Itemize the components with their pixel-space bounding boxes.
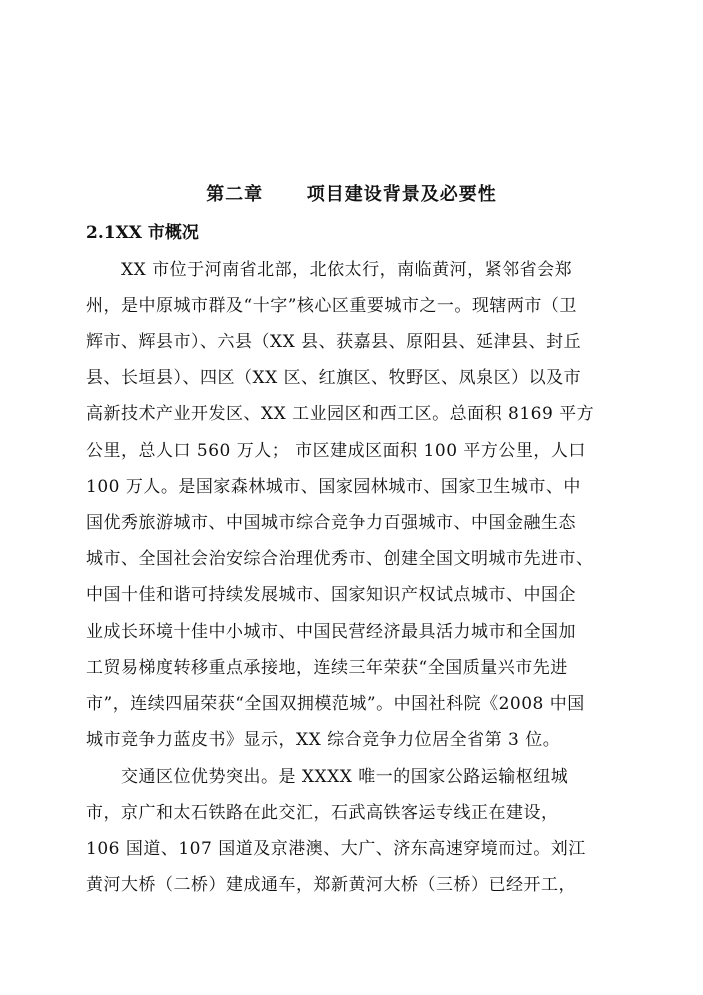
chapter-title: 第二章 项目建设背景及必要性 <box>206 184 497 205</box>
paragraph-line: 中国十佳和谐可持续发展城市、国家知识产权试点城市、中国企 <box>86 585 576 605</box>
paragraph-line: 106 国道、107 国道及京港澳、大广、济东高速穿境而过。刘江 <box>86 839 586 859</box>
paragraph-line: 黄河大桥（二桥）建成通车，郑新黄河大桥（三桥）已经开工， <box>86 875 576 895</box>
paragraph-line: 100 万人。是国家森林城市、国家园林城市、国家卫生城市、中 <box>86 477 581 497</box>
paragraph-line: 公里，总人口 560 万人； 市区建成区面积 100 平方公里，人口 <box>86 441 586 461</box>
paragraph-line: 市，京广和太石铁路在此交汇，石武高铁客运专线正在建设， <box>86 803 559 823</box>
paragraph-line: XX 市位于河南省北部，北依太行，南临黄河，紧邻省会郑 <box>121 260 573 280</box>
paragraph-line: 交通区位优势突出。是 XXXX 唯一的国家公路运输枢纽城 <box>121 767 569 787</box>
paragraph-line: 市”，连续四届荣获“全国双拥模范城”。中国社科院《2008 中国 <box>86 694 585 714</box>
paragraph-line: 城市、全国社会治安综合治理优秀市、创建全国文明城市先进市、 <box>86 549 594 569</box>
paragraph-line: 县、长垣县）、四区（XX 区、红旗区、牧野区、凤泉区）以及市 <box>86 368 582 388</box>
section-heading: 2.1XX 市概况 <box>86 223 199 243</box>
paragraph-line: 工贸易梯度转移重点承接地，连续三年荣获“全国质量兴市先进 <box>86 658 568 678</box>
paragraph-line: 州，是中原城市群及“十字”核心区重要城市之一。现辖两市（卫 <box>86 296 577 316</box>
paragraph-line: 高新技术产业开发区、XX 工业园区和西工区。总面积 8169 平方 <box>86 404 595 424</box>
paragraph-line: 业成长环境十佳中小城市、中国民营经济最具活力城市和全国加 <box>86 622 576 642</box>
paragraph-line: 城市竞争力蓝皮书》显示，XX 综合竞争力位居全省第 3 位。 <box>86 730 561 750</box>
paragraph-line: 辉市、辉县市）、六县（XX 县、获嘉县、原阳县、延津县、封丘 <box>86 332 582 352</box>
paragraph-line: 国优秀旅游城市、中国城市综合竞争力百强城市、中国金融生态 <box>86 513 576 533</box>
